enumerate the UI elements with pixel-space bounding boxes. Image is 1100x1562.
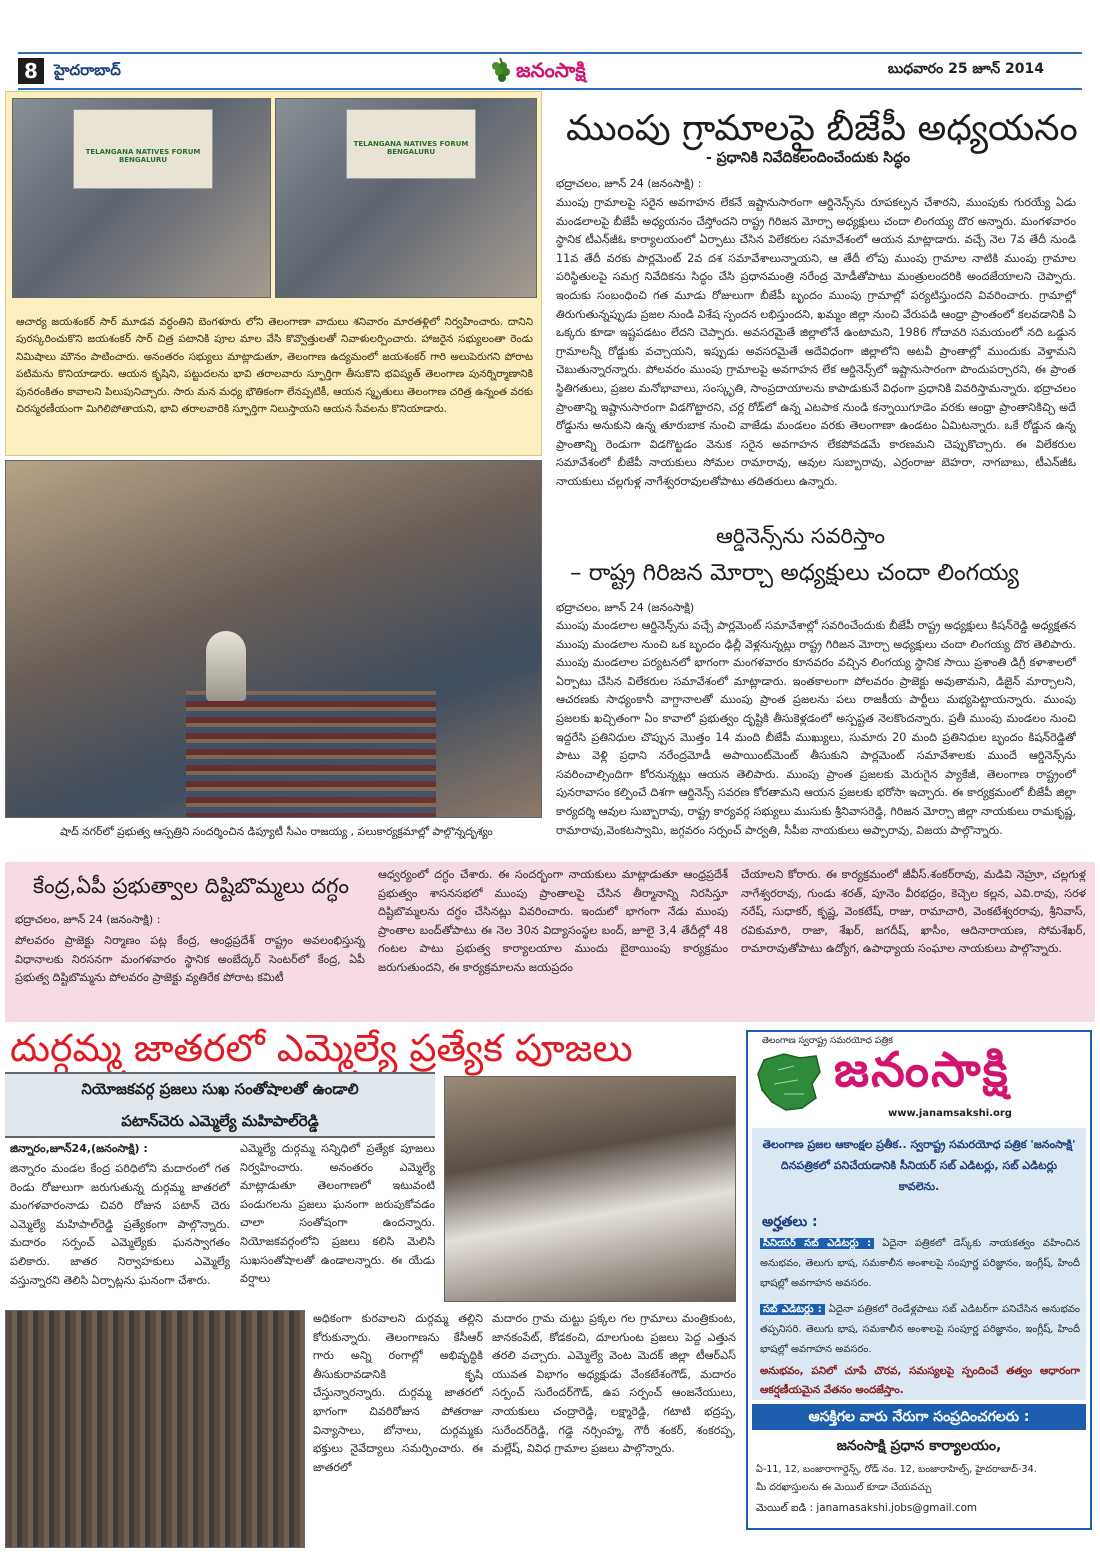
header-top-rule bbox=[18, 52, 1082, 54]
article-2-subheadline: – రాష్ట్ర గిరిజన మోర్చా అధ్యక్షులు చందా లింగయ్య bbox=[570, 560, 1019, 586]
banner-subtext-2: BENGALURU bbox=[386, 148, 436, 156]
feature-photo-right bbox=[275, 98, 537, 298]
banner-graphic-2 bbox=[346, 109, 476, 179]
header-bottom-rule bbox=[18, 88, 1082, 90]
feature-photo-left bbox=[12, 98, 271, 298]
ad-contact-bar: ఆసక్తిగల వారు నేరుగా సంప్రదించగలరు : bbox=[752, 1404, 1086, 1430]
pink-article-col3: చేయాలని కోరారు. ఈ కార్యక్రమంలో జీవీస్.శంకర్‌రావు, మడివి నెహ్రూ, చల్లగుళ్ల నాగేశ్వరరావు, గుండు శరత్, పూనెం వీరభద్రం, కెచ్చెల కల్లన, ఎవి.రావు, సరళ నరేష్, సుధాకర్, కృష్ణ, వెంకటేష్, రాజు, రామాచారి, వెంకటేశ్వరరావు, శ్రీనివాస్, రవికుమారి, రాజా, శేఖర్, జగదీష్, ఖాసీం, ఆదినారాయణ, సోమశేఖర్, రామారావుతోపాటు ఉద్యోగ, ఉపాధ్యాయ సంఘాల నాయకులు పాల్గొన్నారు. bbox=[741, 868, 1086, 956]
crowd-photo bbox=[5, 1310, 305, 1548]
ad-tagline: తెలంగాణ స్వరాష్ట్ర సమరయోధ పత్రిక bbox=[762, 1036, 893, 1046]
ad-sub bbox=[760, 1300, 1080, 1360]
pink-article-col1: పోలవరం ప్రాజెక్టు నిర్మాణం పట్ల కేంద్ర, ఆంధ్రప్రదేశ్ రాష్ట్రం అవలంభిస్తున్న విధానాలకు నిరసనగా మంగళవారం స్థానిక అంబేద్కర్ సెంటర్‌లో కేంద్ర, ఏపీ ప్రభుత్వ దిష్టిబొమ్మను పోలవరం ప్రాజెక్టు వ్యతిరేక పోరాట కమిటీ bbox=[15, 934, 365, 985]
grapes-icon bbox=[488, 56, 512, 84]
page-header bbox=[18, 52, 1082, 90]
main-event-photo bbox=[5, 460, 542, 818]
ad-closing: అనుభవం, పనిలో చూపే చొరవ, సమస్యలపై స్పందించే తత్వం ఆధారంగా ఆకర్షణీయమైన వేతనం అందజేస్తాం. bbox=[760, 1365, 1080, 1396]
ad-email-note: మీ దరఖాస్తులను ఈ మెయిల్ కూడా చేయవచ్చు bbox=[756, 1482, 932, 1493]
top-left-feature bbox=[5, 91, 542, 456]
ad-sub-text: ఏదైనా పత్రికలో రెండేళ్లపాటు సబ్ ఎడిటర్‌గా పనిచేసిన అనుభవం తప్పనిసరి. తెలుగు భాష, సమకాలీన అంశాలపై సంపూర్ణ పరిజ్ఞానం, ఇంగ్లీష్, హిందీ భాషల్లో అవగాహన అవసరం. bbox=[760, 1304, 1080, 1355]
article-3-subhead-box bbox=[5, 1072, 435, 1138]
article-3-subhead-1: నియోజకవర్గ ప్రజలు సుఖ సంతోషాలతో ఉండాలి bbox=[81, 1080, 359, 1098]
article-1-subhead: - ప్రధానికి నివేదికలందించేందుకు సిద్ధం bbox=[706, 150, 911, 166]
article-2-headline: ఆర్డినెన్స్‌ను సవరిస్తాం bbox=[716, 524, 886, 548]
ad-brand: జనంసాక్షి bbox=[834, 1042, 1010, 1098]
main-photo-caption: షాద్ నగర్‌లో ప్రభుత్వ ఆస్పత్రిని సందర్శించిన డిప్యూటీ సీఎం రాజయ్య , పలుకార్యక్రమాల్లో పాల్గొన్నదృశ్యం bbox=[60, 825, 493, 838]
page-number: 8 bbox=[18, 58, 44, 84]
masthead-title: జనంసాక్షి bbox=[516, 58, 586, 82]
ad-sub-label: సబ్ ఎడిటర్లు : bbox=[760, 1304, 825, 1315]
feature-caption: ఆచార్య జయశంకర్ సార్ మూడవ వర్ధంతిని బెంగళూరు లోని తెలంగాణా వాదులు శనివారం మారతళ్లిలో నిర్వహించారు. దానిని పురస్కరించుకొని జయశంకర్ సార్ చిత్ర పటానికి పూల మాల వేసి కొవ్వొత్తులతో నివాళులర్పించారు. హాజరైన సభ్యులంతా రెండు నిమిషాలు మౌనం పాటించారు. అనంతరం సభ్యులు మాట్లాడుతూ, తెలంగాణ ఉద్యమంలో జయశంకర్ గారి అలుపెరుగని పోరాట పటిమను కొనియాడారు. ఆయన కృషిని, పట్టుదలను భావి తరాలవారు స్ఫూర్తిగా తీసుకొని భవిష్యత్ తెలంగాణ పునర్నిర్మాణానికి పునరంకితం కావాలని పిలుపునిచ్చారు. సారు మన మధ్య భౌతికంగా లేనప్పటికీ, ఆయన స్మృతులు తెలంగాణ చరిత్ర ఉన్నంత వరకు చిరస్మరణీయంగా మిగిలిపోతాయని, భావి తరాలవారికి స్ఫూర్తిగా నిలుస్తాయని ఆయన సేవలను కొనియాడారు. bbox=[16, 316, 533, 416]
article-1-body: ముంపు గ్రామాలపై సరైన అవగాహన లేకనే ఇష్టానుసారంగా ఆర్డినెన్స్‌ను రూపకల్పన చేశారని, ముంపుకు గురయ్యే ఏడు మండలాలపై బీజేపీ అధ్యయనం చేస్తోందని రాష్ట్ర గిరిజన మోర్చా అధ్యక్షులు చందా లింగయ్య దొర అన్నారు. మంగళవారం స్థానిక టీఎన్‌జీఓ కార్యాలయంలో ఏర్పాటు చేసిన విలేకరుల సమావేశంలో ఆయన మాట్లాడారు. వచ్చే నెల 7వ తేదీ నుండి 11వ తేదీ వరకు పార్లమెంట్ 2వ దశ సమావేశాలున్నాయని, ఆ తేదీ లోపు ముంపు గ్రామాల నాటికి ముంపు గ్రామాల పరిస్థితులపై సమగ్ర నివేదికను సిద్ధం చేసి ప్రధానమంత్రి నరేంద్ర మోడీతోపాటు మంత్రులందరికి అందజేయాలని చెప్పారు. ఇందుకు సంబంధించి గత మూడు రోజులుగా బీజేపీ బృందం ముంపు గ్రామాల్లో పర్యటిస్తుందని వివరించారు. గ్రామాల్లో తిరుగుతున్నప్పుడు ప్రజల నుండి విశేష స్పందన లభిస్తుందని, ఖమ్మం జిల్లా నుంచి వేరుపడి ఆంధ్రా ప్రాంతంలో కలవడానికి ఏ ఒక్కరు కూడా ఇష్టపడటం లేదని చెప్పారు. అవసరమైతే జిల్లాలోనే ఉంటామని, 1986 గోదావరి సమయంలో నది ఒడ్డున గ్రామాలన్నీ రోడ్డుకు వచ్చాయని, ఇప్పుడు అవసరమైతే అదేవిధంగా జిల్లాలోని అటవీ ప్రాంతాల్లో ముందుకు వెళ్తామని చెబుతున్నారన్నారు. పోలవరం ముంపు గ్రామాలపై అవగాహన లేక ఆర్డినెన్స్‌లో ఇష్టానుసారంగా పొందుపర్చారని, ఈ ప్రాంత స్థితిగతులు, ప్రజల మనోభావాలు, సంస్కృతి, సాంప్రదాయాలను కాపాడుకునే విధంగా ప్రధానికి వివరిస్తామన్నారు. భద్రాచలం ప్రాంతాన్ని ఇష్టానుసారంగా విడగొట్టారని, చర్ల రోడ్‌లో ఉన్న ఎటపాక నుండి కన్నాయిగూడెం వరకు ఆంధ్రా ప్రాంతానికిచ్చి అదే రోడ్డును అనుకుని ఉన్న తూరుబాక నుంచి వాజేడు మండలం వరకు తెలంగాణా ఉండటం ఏమిటన్నారు. ఒకే రోడ్డున ఉన్న ప్రాంతాన్ని రెండుగా విడగొట్టడం వెనుక సరైన అవగాహన లేకపోవడమే కారణమని చెప్పుకొచ్చారు. ఈ విలేకరుల సమావేశంలో బీజేపీ నాయకులు సోమల రామారావు, ఆవుల సుబ్బారావు, ఎర్రంరాజు బెహరా, నాగబాబు, టీఎన్‌జీఓ నాయకులు చల్లగుళ్ల నాగేశ్వరరావులతోపాటు తదితరులు ఉన్నారు. bbox=[556, 196, 1076, 488]
article-1-headline: ముంపు గ్రామాలపై బీజేపీ అధ్యయనం bbox=[566, 108, 1078, 149]
banner-text: TELANGANA NATIVES FORUM bbox=[85, 148, 201, 156]
article-3-subhead-2: పటాన్‌చెరు ఎమ్మెల్యే మహిపాల్‌రెడ్డి bbox=[121, 1112, 319, 1130]
ad-body-panel bbox=[752, 1128, 1086, 1400]
ad-senior-label: సీనియర్ సబ్ ఎడిటర్లు : bbox=[760, 1238, 874, 1249]
recruitment-ad bbox=[746, 1030, 1092, 1530]
article-1-dateline: భద్రాచలం, జూన్ 24 (జనంసాక్షి) : bbox=[556, 177, 702, 190]
ad-website: www.janamsakshi.org bbox=[888, 1108, 1012, 1119]
article-3-col3: మదారం గ్రామ చుట్టు ప్రక్కల గల గ్రామాలు మంత్రికుంట, జానకంపేట్, కోడకంచి, దూలగుంట ప్రజలు పెద్ద ఎత్తున తరలి వచ్చారు. ఎమ్మెల్యే వెంట మెదక్ జిల్లా టీఆర్‌ఎస్ యువత విభాగం అధ్యక్షుడు వేంకటేశంగౌడ్, మదారం సర్పంచ్ సురేందర్‌గౌడ్, ఉప సర్పంచ్ ఆంజనేయులు, నాయకులు చంద్రారెడ్డి, లక్ష్మారెడ్డి, గటాటి భద్రప్ప, సురేందర్‌రెడ్డి, గడ్డె నర్సింహ్మ, గౌరీ శంకర్, శంకరప్ప, మల్లేష్, వివిధ గ్రామాల ప్రజలు పాల్గొన్నారు. bbox=[492, 1312, 736, 1456]
article-3-headline: దుర్గమ్మ జాతరలో ఎమ్మెల్యే ప్రత్యేక పూజలు bbox=[10, 1026, 633, 1070]
ad-email[interactable]: మెయిల్ ఐడి : janamasakshi.jobs@gmail.com bbox=[756, 1502, 978, 1514]
pink-article-headline: కేంద్ర,ఏపీ ప్రభుత్వాల దిష్టిబొమ్మలు దగ్ధం bbox=[33, 874, 350, 898]
header-city: హైదరాబాద్ bbox=[54, 61, 121, 79]
telangana-map-icon bbox=[754, 1050, 826, 1116]
trophy bbox=[206, 631, 246, 701]
table-cloth bbox=[186, 691, 436, 818]
pink-article-dateline: భద్రాచలం, జూన్ 24 (జనంసాక్షి) : bbox=[15, 913, 161, 926]
article-3-col1: జిన్నారం మండల కేంద్ర పరిధిలోని మదారంలో గత రెండు రోజులుగా జరుగుతున్న దుర్గమ్మ జాతరలో మంగళవారంనాడు చివరి రోజున పటాన్ చెరు ఎమ్మెల్యే మహిపాల్‌రెడ్డి ప్రత్యేకంగా పాల్గొన్నారు. మదారం సర్పంచ్ ఎమ్మెల్యేకు ఘనస్వాగతం పలికారు. జాతర నిర్వాహకులు ఎమ్మెల్యే వస్తున్నారని తెలిసి ఏర్పాట్లను ఘనంగా చేశారు. bbox=[10, 1162, 230, 1287]
ad-intro: తెలంగాణ ప్రజల ఆకాంక్షల ప్రతీక.. స్వరాష్ట్ర సమరయోధ పత్రిక 'జనంసాక్షి' దినపత్రికలో పనిచేయడానికి సీనియర్ సబ్ ఎడిటర్లు, సబ్ ఎడిటర్లు కావలెను. bbox=[762, 1138, 1076, 1193]
article-3-col2: ఎమ్మెల్యే దుర్గమ్మ సన్నిధిలో ప్రత్యేక పూజలు నిర్వహించారు. అనంతరం ఎమ్మెల్యే మాట్లాడుతూ తెలంగాణలో ఇటువంటి పండుగలను ప్రజలు ఘనంగా జరుపుకోవడం చాలా సంతోషంగా ఉందన్నారు. నియోజకవర్గంలోని ప్రజలు కలిసి మెలిసి సుఖసంతోషాలతో ఉండాలన్నారు. ఈ యేడు వర్షాలు bbox=[240, 1142, 435, 1286]
ad-office: జనంసాక్షి ప్రధాన కార్యాలయం, bbox=[836, 1438, 1002, 1454]
temple-photo bbox=[444, 1076, 736, 1302]
article-3-col2b: అధికంగా కురవాలని దుర్గమ్మ తల్లిని కోరుకున్నారు. తెలంగాణను కేసీఆర్ గారు అన్ని రంగాల్లో అభివృద్ధికి తీసుకురావడానికి కృషి చేస్తున్నారన్నారు. దుర్గమ్మ జాతరలో భాగంగా చివరిరోజున పోతరాజు విన్యాసాలు, బోనాలు, దుర్గమ్మకు భక్తులు నైవేద్యాలు సమర్పించారు. ఈ జాతరలో bbox=[313, 1312, 483, 1474]
ad-qual-title: అర్హతలు : bbox=[762, 1214, 818, 1230]
banner-text-2: TELANGANA NATIVES FORUM bbox=[353, 140, 469, 148]
banner-graphic bbox=[73, 109, 213, 189]
banner-subtext: BENGALURU bbox=[118, 156, 168, 164]
pink-article bbox=[5, 862, 1095, 1022]
ad-senior-text: ఏదైనా పత్రికలో డెస్క్‌కు నాయకత్వం వహించిన అనుభవం, తెలుగు భాష, సమకాలీన అంశాలపై సంపూర్ణ పరిజ్ఞానం, ఇంగ్లీష్, హిందీ భాషల్లో అవగాహన అవసరం. bbox=[760, 1238, 1080, 1289]
ad-address: ఏ-11, 12, బంజారాగార్డెన్స్, రోడ్ నం. 12, బంజారాహిల్స్, హైదరాబాద్-34. bbox=[756, 1464, 1037, 1475]
ad-senior bbox=[760, 1234, 1080, 1296]
article-2-dateline: భద్రాచలం, జూన్ 24 (జనంసాక్షి) bbox=[556, 601, 695, 614]
masthead-logo bbox=[488, 56, 628, 86]
article-3-dateline: జిన్నారం,జూన్24,(జనంసాక్షి) : bbox=[10, 1142, 148, 1155]
article-2-body: ముంపు మండలాల ఆర్డినెన్స్‌ను వచ్చే పార్లమెంట్ సమావేశాల్లో సవరించేందుకు బీజేపీ రాష్ట్ర అధ్యక్షులు కిషన్‌రెడ్డి అధ్యక్షతన ముంపు మండలాల నుంచి ఒక బృందం ఢిల్లీ వెళ్లనున్నట్లు రాష్ట్ర గిరిజన మోర్చా అధ్యక్షులు చందా లింగయ్య దొర తెలిపారు. ముంపు మండలాల పర్యటనలో భాగంగా మంగళవారం కూనవరం వచ్చిన లింగయ్య స్థానిక సాయి ప్రశాంతి డిగ్రీ కళాశాలలో ఏర్పాటు చేసిన విలేకరుల సమావేశంలో మాట్లాడారు. ఇంతకాలంగా పోలవరం ప్రాజెక్టు అవుతామని, డిజైన్ మార్చాలని, ఆచరణకు సాధ్యంకానీ వాగ్దానాలతో ముంపు ప్రాంత ప్రజలను పలు రాజకీయ పార్టీలు మభ్యపెట్టాయన్నారు. ముంపు ప్రజలకు ఖచ్చితంగా ఏం కావాలో ప్రభుత్వం దృష్టికి తీసుకెళ్లడంలో అస్పష్టత నెలకొందన్నారు. ప్రతీ ముంపు మండలం నుంచి ఇద్దరేసి ప్రతినిధుల చొప్పున మొత్తం 14 మంది బీజేపీ ముఖ్యులు, సుమారు 20 మంది ప్రతినిధుల బృందం కిషన్‌రెడ్డితో పాటు వెళ్లి ప్రధాని నరేంద్రమోడీ అపాయింట్‌మెంట్ తీసుకుని పార్లమెంట్ సమావేశాలకు ముందే ఆర్డినెన్స్‌ను సవరించాల్సిందిగా కోరనున్నట్లు ఆయన తెలిపారు. ముంపు ప్రాంత ప్రజలకు మెరుగైన ప్యాకేజీ, తెలంగాణ రాష్ట్రంలో పునరావాసం కల్పించే దిశగా ఆర్డినెన్స్ సవరణ కోరతామని ఆయన ప్రజలకు భరోసా ఇచ్చారు. ఈ కార్యక్రమంలో బీజేపీ జిల్లా కార్యదర్శి ఆవుల సుబ్బారావు, రాష్ట్ర కార్యవర్గ సభ్యులు ముసుకు శ్రీనివాసరెడ్డి, గిరిజన మోర్చా జిల్లా నాయకులు రామకృష్ణ, రామారావు,వెంకటస్వామి, జగ్గవరం సర్పంచ్ పార్వతి, సీపీఐ నాయకులు అప్పారావు, విజయ పాల్గొన్నారు. bbox=[556, 619, 1076, 837]
pink-article-col2: ఆధ్వర్యంలో దగ్ధం చేశారు. ఈ సందర్భంగా నాయకులు మాట్లాడుతూ ఆంధ్రప్రదేశ్ ప్రభుత్వం శాసనసభలో ముంపు ప్రాంతాలపై చేసిన తీర్మానాన్ని నిరసిస్తూ దిష్టిబొమ్మలను దగ్ధం చేసినట్లు వివరించారు. ఇందులో భాగంగా నేడు ముంపు ప్రాంతాల బంద్‌తోపాటు ఈ నెల 30న విద్యాసంస్థల బంద్, జూలై 3,4 తేదీల్లో 48 గంటల పాటు ప్రభుత్వ కార్యాలయాల ముందు బైఠాయింపు కార్యక్రమం జరుగుతుందని, ఈ కార్యక్రమాలను జయప్రదం bbox=[378, 868, 728, 974]
header-date: బుధవారం 25 జూన్ 2014 bbox=[887, 61, 1044, 77]
